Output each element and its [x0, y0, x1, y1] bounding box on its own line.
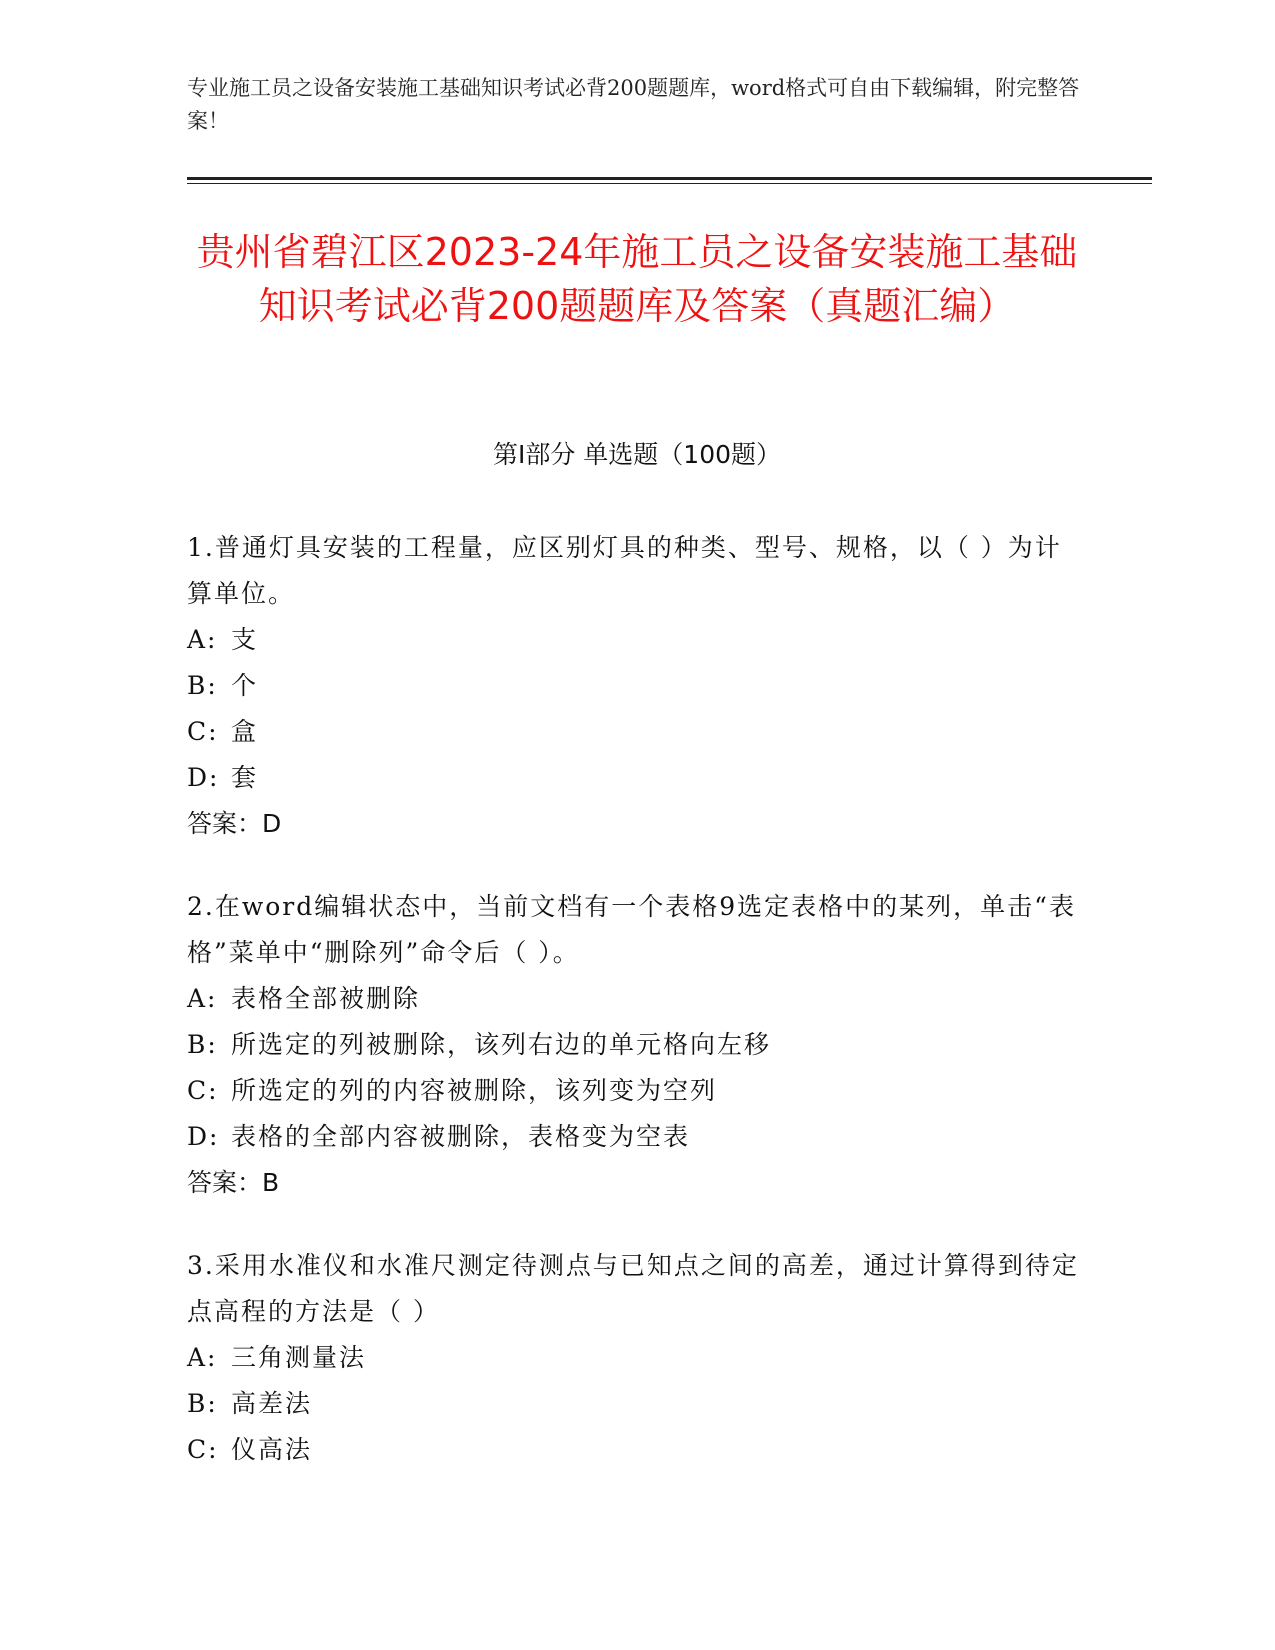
- option-text: 个: [231, 671, 259, 700]
- option-key: A:: [187, 1343, 218, 1372]
- question-3: [187, 1243, 1087, 1473]
- option-b: [187, 663, 1087, 709]
- question-list: [187, 525, 1087, 1510]
- option-key: B:: [187, 1030, 218, 1059]
- option-key: D:: [187, 1122, 220, 1151]
- option-c: [187, 1427, 1087, 1473]
- option-key: C:: [187, 1435, 219, 1464]
- option-key: B:: [187, 1389, 218, 1418]
- option-key: C:: [187, 717, 219, 746]
- question-stem: 1.普通灯具安装的工程量，应区别灯具的种类、型号、规格，以（ ）为计算单位。: [187, 533, 1062, 608]
- section-heading: 第Ⅰ部分 单选题（100题）: [492, 440, 782, 469]
- header-rule-thick: [187, 177, 1152, 180]
- option-text: 高差法: [231, 1389, 313, 1418]
- question-2: [187, 884, 1087, 1206]
- option-a: [187, 617, 1087, 663]
- option-key: A:: [187, 984, 218, 1013]
- option-text: 所选定的列被删除，该列右边的单元格向左移: [231, 1030, 772, 1059]
- option-key: A:: [187, 625, 218, 654]
- option-text: 仪高法: [231, 1435, 313, 1464]
- header-rule-thin: [187, 183, 1152, 184]
- option-text: 所选定的列的内容被删除，该列变为空列: [231, 1076, 718, 1105]
- option-b: [187, 1381, 1087, 1427]
- option-b: [187, 1022, 1087, 1068]
- option-key: C:: [187, 1076, 219, 1105]
- document-title: 贵州省碧江区2023-24年施工员之设备安装施工基础知识考试必背200题题库及答案（真题汇编）: [196, 230, 1078, 328]
- option-d: [187, 755, 1087, 801]
- question-stem: 3.采用水准仪和水准尺测定待测点与已知点之间的高差，通过计算得到待定点高程的方法是（ ）: [187, 1251, 1079, 1326]
- option-a: [187, 1335, 1087, 1381]
- option-c: [187, 709, 1087, 755]
- option-text: 表格的全部内容被删除，表格变为空表: [231, 1122, 691, 1151]
- option-text: 盒: [231, 717, 259, 746]
- answer: 答案：D: [187, 809, 282, 838]
- option-d: [187, 1114, 1087, 1160]
- option-text: 套: [231, 763, 259, 792]
- answer: 答案：B: [187, 1168, 280, 1197]
- option-a: [187, 976, 1087, 1022]
- option-key: D:: [187, 763, 220, 792]
- option-text: 支: [231, 625, 259, 654]
- option-c: [187, 1068, 1087, 1114]
- option-key: B:: [187, 671, 218, 700]
- option-text: 表格全部被删除: [231, 984, 421, 1013]
- option-text: 三角测量法: [231, 1343, 367, 1372]
- question-stem: 2.在word编辑状态中，当前文档有一个表格9选定表格中的某列，单击“表格”菜单中“删除列”命令后（ ）。: [187, 892, 1076, 967]
- question-1: [187, 525, 1087, 847]
- header-note: 专业施工员之设备安装施工基础知识考试必背200题题库，word格式可自由下载编辑，附完整答案！: [187, 76, 1080, 133]
